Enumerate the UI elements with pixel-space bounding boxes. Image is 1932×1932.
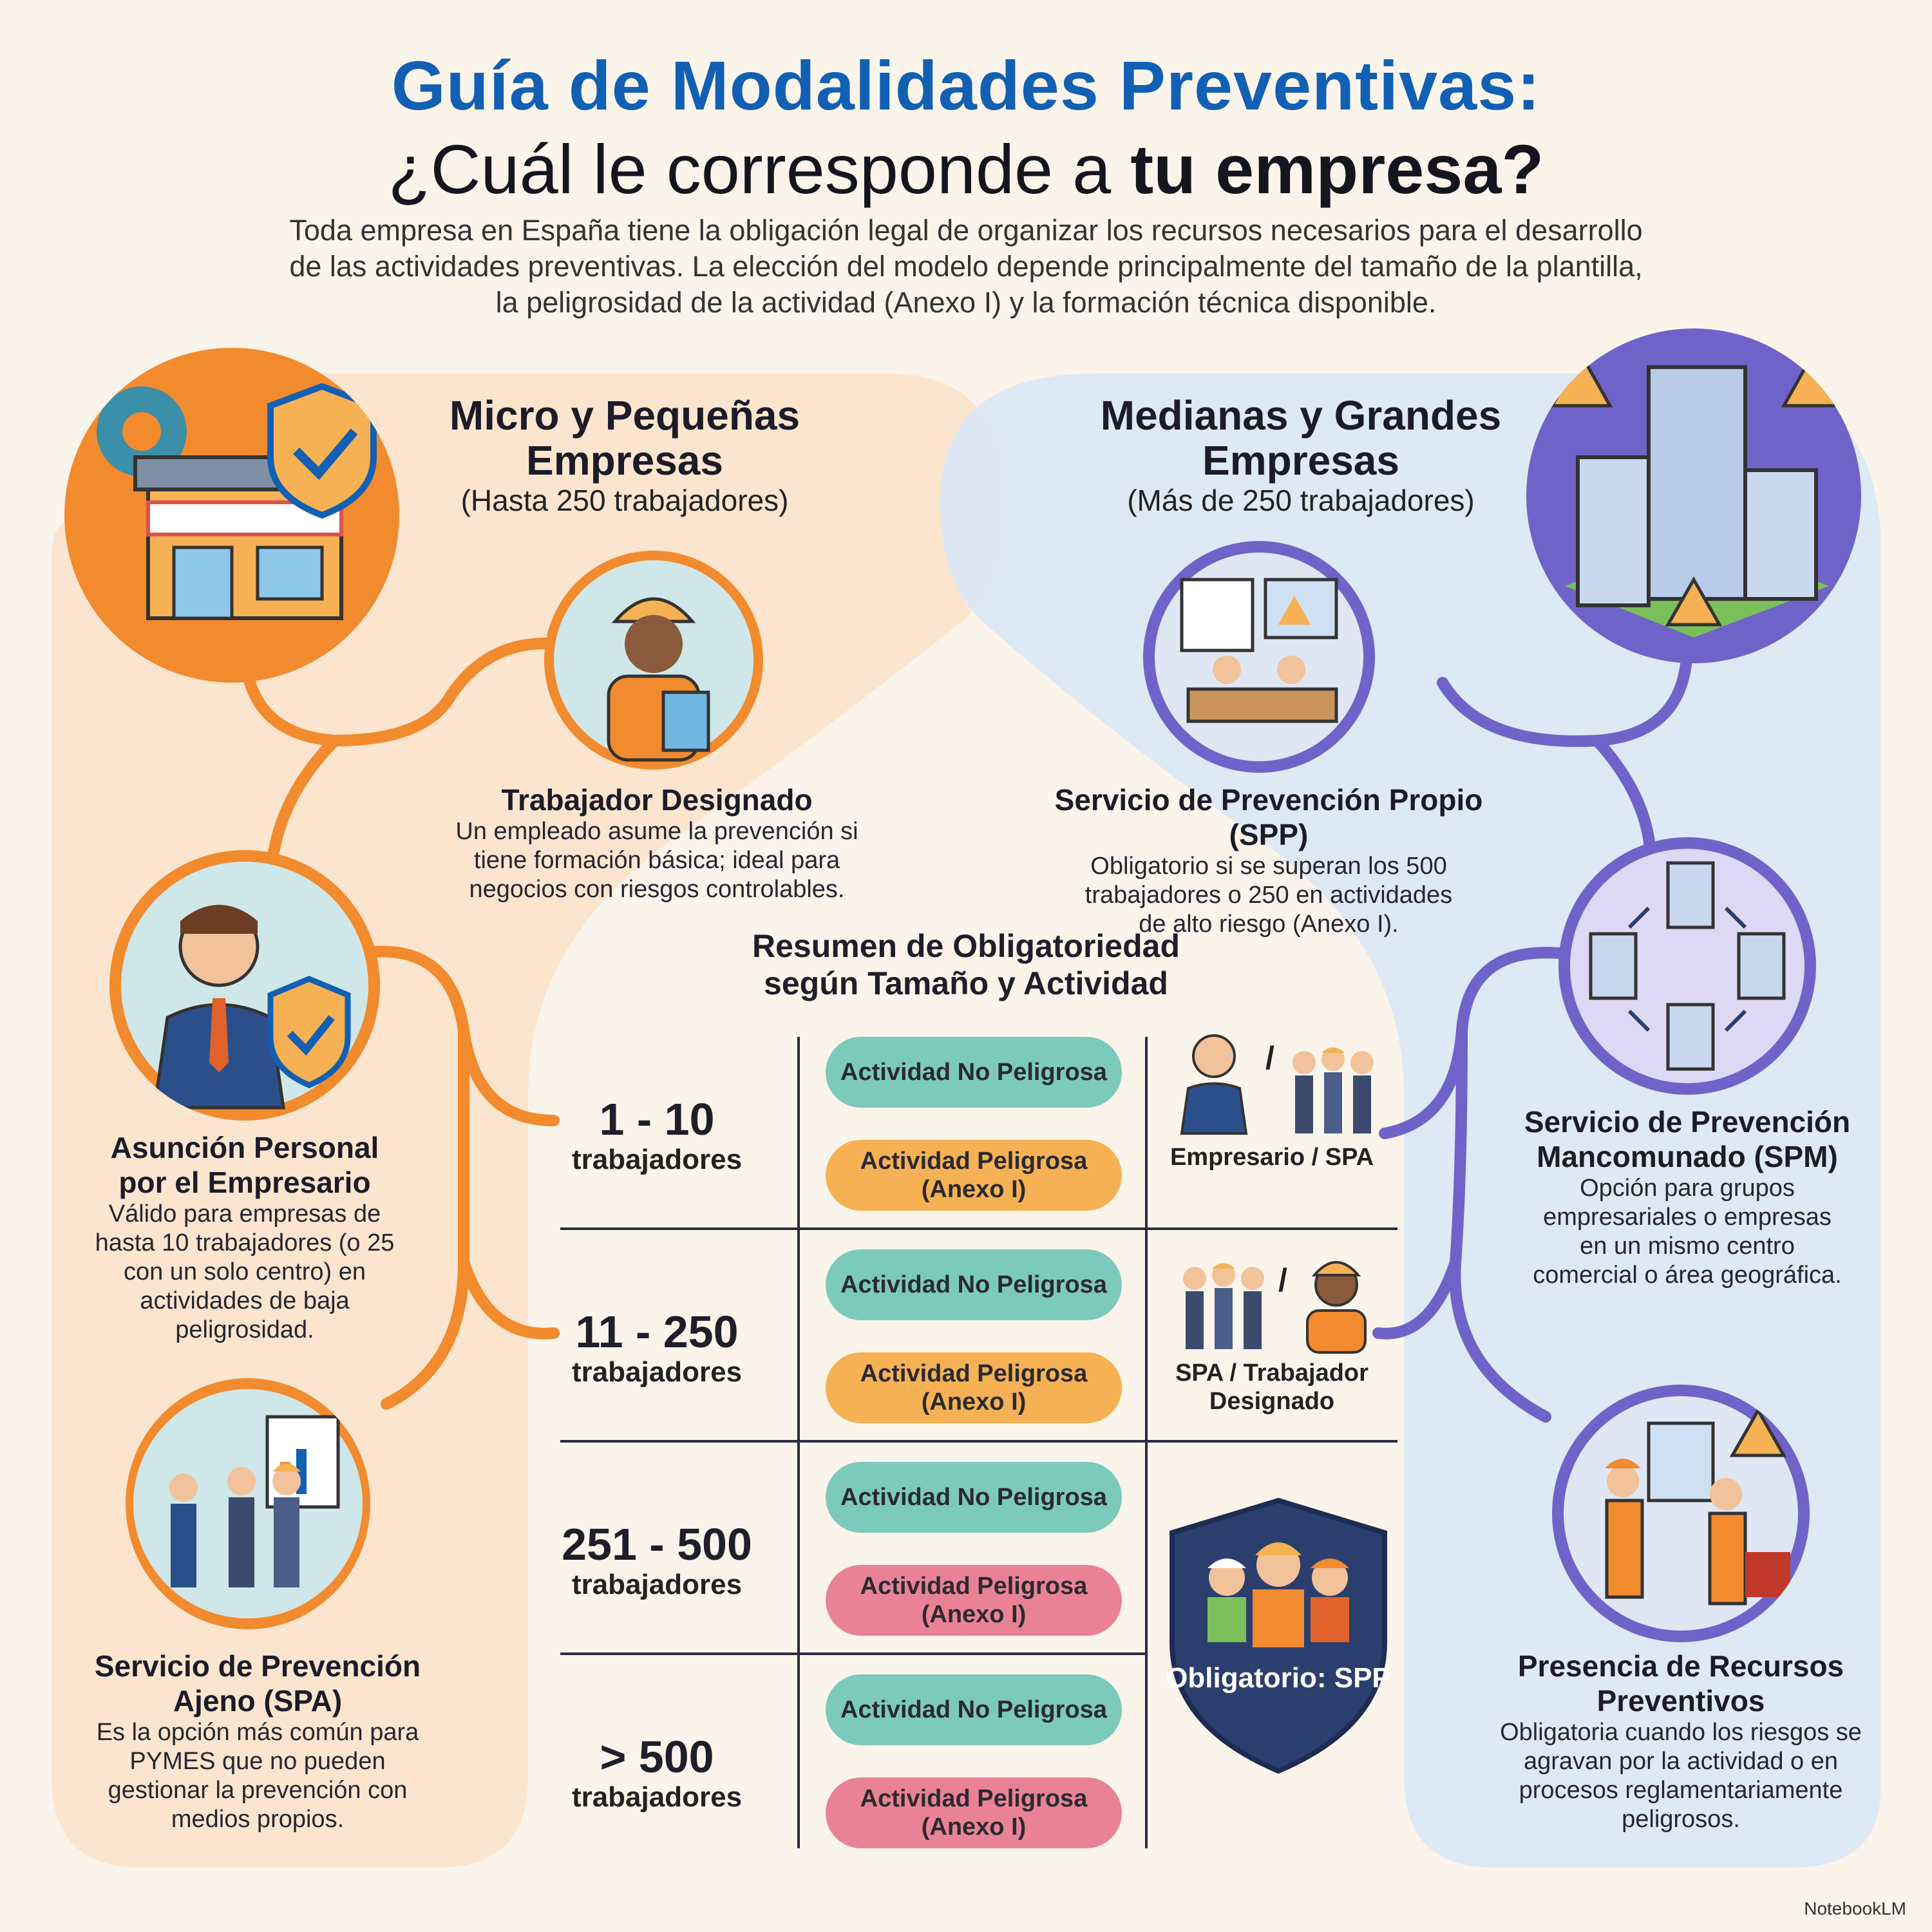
range-row-4	[535, 1732, 779, 1814]
employer-and-team-icon	[1169, 1024, 1381, 1140]
option-description: Obligatoria cuando los riesgos se agravan por la actividad o en procesos reglamentariamente peligrosos.	[1500, 1719, 1862, 1833]
modality-row-1: Empresario / SPA	[1170, 1144, 1374, 1171]
preventive-resources-illustration	[1552, 1385, 1810, 1642]
option-title: Servicio de Prevención Ajeno (SPA)	[94, 1649, 421, 1718]
team-and-worker-icon	[1169, 1246, 1381, 1356]
pill-dangerous: Actividad Peligrosa (Anexo I)	[826, 1565, 1122, 1636]
office-monitoring-icon	[1143, 541, 1375, 773]
large-companies-header	[1088, 393, 1513, 518]
subtitle-plain: ¿Cuál le corresponde a	[388, 130, 1131, 208]
shield-icon	[1162, 1494, 1394, 1777]
option-title: Asunción Personal por el Empresario	[110, 1131, 379, 1199]
businessman-icon	[109, 850, 380, 1121]
range-unit: trabajadores	[571, 1781, 743, 1813]
industrial-workers-icon	[1552, 1385, 1810, 1642]
option-title: Trabajador Designado	[501, 783, 813, 817]
option-description: Opción para grupos empresariales o empresas en un mismo centro comercial o área geográfica.	[1533, 1175, 1842, 1289]
range-row-3	[535, 1520, 779, 1601]
option-description: Un empleado asume la prevención si tiene formación básica; ideal para negocios con riesgos controlables.	[455, 818, 858, 903]
employer-spa-icons	[1169, 1024, 1381, 1140]
network-buildings-icon	[1558, 837, 1816, 1095]
large-companies-subtitle: (Más de 250 trabajadores)	[1127, 484, 1475, 517]
option-title: Servicio de Prevención Mancomunado (SPM)	[1524, 1105, 1851, 1173]
spa-worker-icons	[1169, 1246, 1381, 1356]
option-preventive-resources	[1475, 1649, 1887, 1834]
svg-text:/: /	[1278, 1262, 1287, 1298]
hardhat-worker-icon	[544, 551, 763, 770]
modality-row-2: SPA / Trabajador Designado	[1175, 1359, 1368, 1415]
small-companies-subtitle: (Hasta 250 trabajadores)	[460, 484, 789, 517]
shop-icon	[64, 348, 399, 683]
pill-dangerous: Actividad Peligrosa (Anexo I)	[826, 1777, 1122, 1848]
own-service-illustration	[1143, 541, 1375, 773]
range-unit: trabajadores	[571, 1569, 743, 1600]
option-description: Es la opción más común para PYMES que no pueden gestionar la prevención con medios propios.	[96, 1719, 419, 1833]
option-external-service	[77, 1649, 438, 1834]
svg-text:/: /	[1265, 1040, 1274, 1076]
handshake-meeting-icon	[126, 1378, 370, 1629]
employer-illustration	[109, 850, 380, 1121]
page-title: Guía de Modalidades Preventivas:	[391, 46, 1541, 124]
range-unit: trabajadores	[571, 1356, 743, 1388]
range-value: > 500	[600, 1732, 714, 1782]
pill-non-dangerous: Actividad No Peligrosa	[826, 1674, 1122, 1745]
option-title: Presencia de Recursos Preventivos	[1517, 1649, 1844, 1718]
option-employer	[90, 1130, 399, 1345]
joint-service-illustration	[1558, 837, 1816, 1095]
option-description: Obligatorio si se superan los 500 trabajadores o 250 en actividades de alto riesgo (Anexo I).	[1084, 853, 1453, 938]
page-subtitle	[0, 129, 1932, 209]
intro-paragraph: Toda empresa en España tiene la obligación legal de organizar los recursos necesarios para el desarrollo de las actividades preventivas. La elección del modelo depende principalmente del tamaño de la plantilla, la peligrosidad de la actividad (Anexo I) y la formación técnica disponible.	[289, 214, 1643, 319]
small-companies-title: Micro y Pequeñas Empresas	[449, 392, 800, 484]
option-joint-service	[1501, 1104, 1874, 1290]
summary-title: Resumen de Obligatoriedad según Tamaño y Actividad	[752, 928, 1180, 1001]
option-designated-worker	[438, 782, 876, 904]
small-shop-illustration	[64, 348, 399, 683]
range-row-1	[535, 1095, 779, 1176]
option-description: Válido para empresas de hasta 10 trabajadores (o 25 con un solo centro) en actividades de baja peligrosidad.	[95, 1200, 395, 1343]
pill-non-dangerous: Actividad No Peligrosa	[826, 1249, 1122, 1320]
range-value: 251 - 500	[562, 1519, 752, 1569]
brand-label: NotebookLM	[1804, 1899, 1906, 1918]
pill-non-dangerous: Actividad No Peligrosa	[826, 1037, 1122, 1108]
option-title: Servicio de Prevención Propio (SPP)	[1054, 783, 1483, 851]
range-value: 11 - 250	[575, 1307, 739, 1357]
pill-non-dangerous: Actividad No Peligrosa	[826, 1462, 1122, 1533]
range-row-2	[535, 1307, 779, 1388]
spp-shield-badge	[1162, 1494, 1394, 1777]
external-service-illustration	[126, 1378, 370, 1629]
range-value: 1 - 10	[599, 1094, 715, 1144]
designated-worker-illustration	[544, 551, 763, 770]
pill-dangerous: Actividad Peligrosa (Anexo I)	[826, 1140, 1122, 1211]
large-companies-title: Medianas y Grandes Empresas	[1100, 392, 1502, 484]
range-unit: trabajadores	[571, 1144, 743, 1175]
small-companies-header	[412, 393, 837, 518]
buildings-icon	[1526, 328, 1861, 663]
pill-dangerous: Actividad Peligrosa (Anexo I)	[826, 1352, 1122, 1423]
spp-badge-label: Obligatorio: SPP	[1166, 1662, 1391, 1694]
subtitle-bold: tu empresa?	[1130, 130, 1544, 208]
option-own-service	[1011, 782, 1526, 939]
large-buildings-illustration	[1526, 328, 1861, 663]
